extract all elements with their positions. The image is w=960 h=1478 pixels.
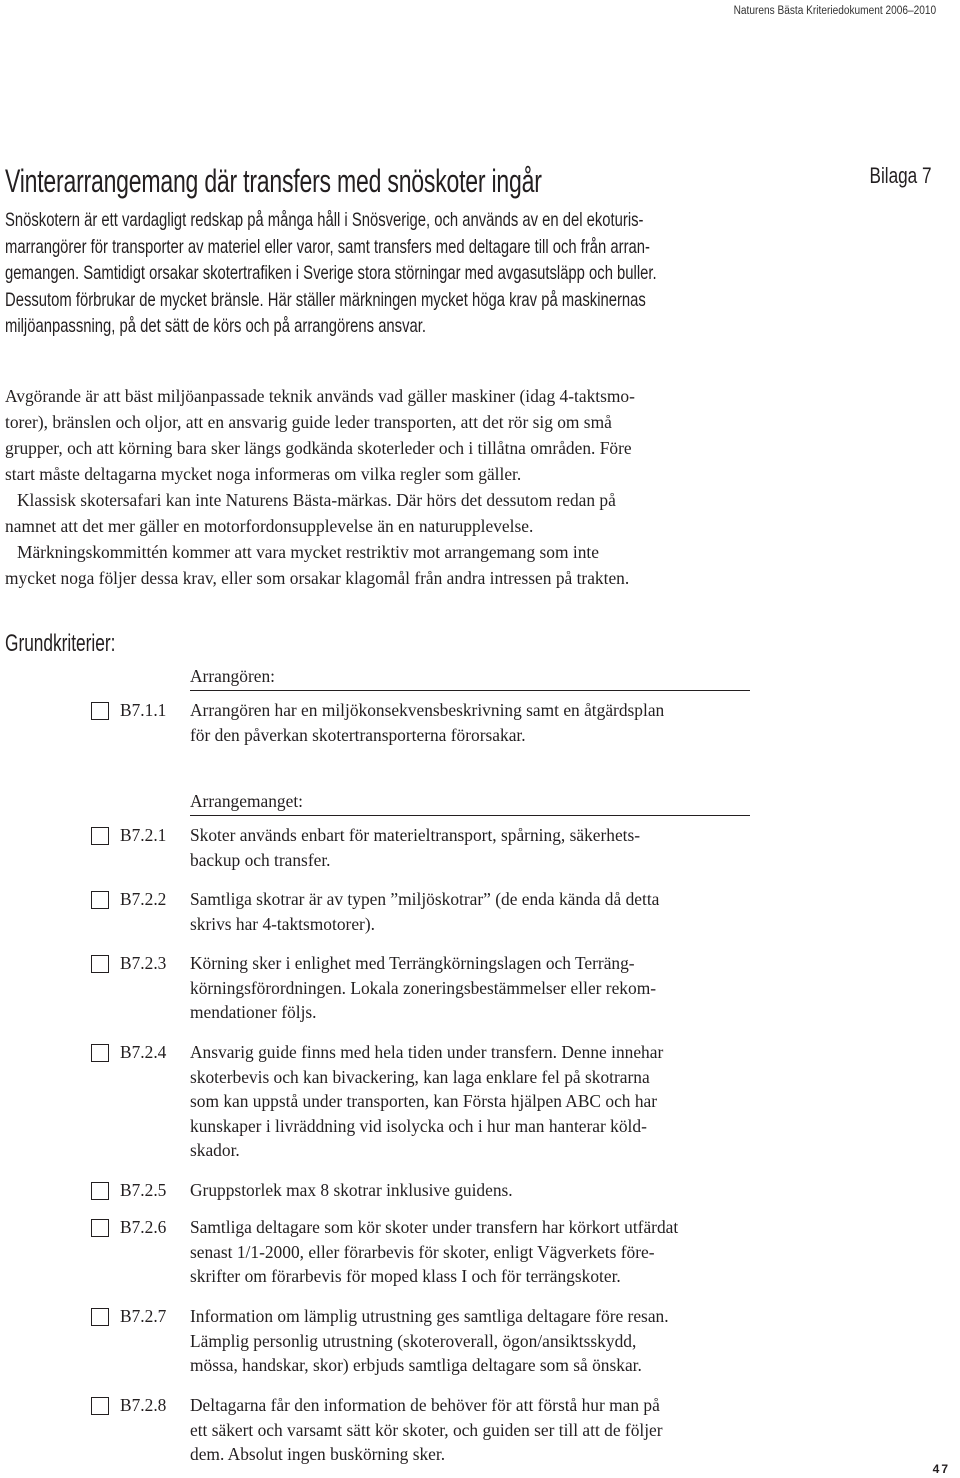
body-paragraph (5, 487, 765, 539)
checkbox[interactable] (91, 1182, 109, 1200)
criterion-line: körningsförordningen. Lokala zoneringsbestämmelser eller rekom- (190, 977, 657, 998)
checkbox[interactable] (91, 702, 109, 720)
checkbox[interactable] (91, 827, 109, 845)
criterion-text (190, 1304, 770, 1378)
body-line: grupper, och att körning bara sker längs godkända skoterleder och i tillåtna områden. Före (5, 438, 632, 458)
checkbox[interactable] (91, 1044, 109, 1062)
appendix-label: Bilaga 7 (869, 163, 932, 188)
body-line: Märkningskommittén kommer att vara mycket restriktiv mot arrangemang som inte (17, 542, 599, 562)
intro-line: marrangörer för transporter av materiel eller varor, samt transfers med deltagare till och från arran- (5, 235, 650, 258)
criterion-b7-2-5 (0, 1181, 780, 1211)
criterion-code: B7.2.2 (120, 889, 167, 909)
criterion-line: skrivs har 4-taktsmotorer). (190, 913, 375, 934)
criterion-b7-2-7 (0, 1306, 780, 1375)
criterion-b7-1-1 (0, 700, 780, 745)
criterion-line: Arrangören har en miljökonsekvensbeskrivning samt en åtgärdsplan (190, 700, 665, 720)
page-number: 47 (932, 1462, 950, 1476)
criterion-code: B7.2.6 (120, 1217, 167, 1237)
body-line: Klassisk skotersafari kan inte Naturens Bästa-märkas. Där hörs det dessutom redan på (17, 490, 616, 510)
criterion-line: skoterbevis och kan bivackering, kan laga enklare fel på skotrarna (190, 1066, 650, 1087)
criterion-line: Lämplig personlig utrustning (skoteroverall, ögon/ansiktsskydd, (190, 1330, 637, 1351)
criterion-line: dem. Absolut ingen buskörning sker. (190, 1444, 446, 1464)
criterion-line: Skoter används enbart för materieltransport, spårning, säkerhets- (190, 825, 641, 845)
section-heading: Grundkriterier: (5, 630, 116, 657)
criterion-text (190, 887, 770, 936)
checkbox[interactable] (91, 1219, 109, 1237)
intro-line: Snöskotern är ett vardagligt redskap på många håll i Snösverige, och används av en del ekoturis- (5, 209, 644, 231)
checkbox[interactable] (91, 1308, 109, 1326)
criterion-code: B7.2.1 (120, 825, 167, 845)
group-heading-arrangemanget: Arrangemanget: (190, 789, 750, 816)
checkbox[interactable] (91, 891, 109, 909)
criterion-text (190, 1393, 770, 1467)
criterion-text (190, 823, 770, 872)
body-line: torer), bränslen och oljor, att en ansvarig guide leder transporten, att det rör sig om små (5, 412, 612, 432)
criterion-b7-2-1 (0, 825, 780, 870)
criterion-code: B7.2.3 (120, 953, 167, 973)
criterion-line: backup och transfer. (190, 849, 331, 870)
criterion-code: B7.1.1 (120, 700, 167, 720)
criterion-b7-2-4 (0, 1042, 780, 1160)
group-heading-arrangoren: Arrangören: (190, 664, 750, 691)
criterion-b7-2-3 (0, 953, 780, 1022)
body-paragraph (5, 383, 765, 487)
criterion-line: mendationer följs. (190, 1002, 317, 1022)
intro-line: gemangen. Samtidigt orsakar skotertrafiken i Sverige stora störningar med avgasutsläpp och buller. (5, 262, 657, 284)
criterion-line: Gruppstorlek max 8 skotrar inklusive guidens. (190, 1180, 513, 1200)
intro-line: Dessutom förbrukar de mycket bränsle. Här ställer märkningen mycket höga krav på maskinernas (5, 288, 646, 311)
criterion-line: Information om lämplig utrustning ges samtliga deltagare före resan. (190, 1306, 669, 1326)
criterion-line: Deltagarna får den information de behöver för att förstå hur man på (190, 1395, 660, 1415)
criterion-b7-2-2 (0, 889, 780, 934)
criterion-text (190, 1040, 770, 1163)
criterion-line: skrifter om förarbevis för moped klass I och för terrängskoter. (190, 1266, 621, 1286)
criterion-line: senast 1/1-2000, eller förarbevis för skoter, enligt Vägverkets före- (190, 1241, 655, 1262)
criterion-line: Samtliga deltagare som kör skoter under transfern har körkort utfärdat (190, 1217, 679, 1237)
criterion-line: Samtliga skotrar är av typen ”miljöskotrar” (de enda kända då detta (190, 889, 660, 909)
criterion-text (190, 1215, 770, 1289)
criterion-text (190, 698, 770, 747)
criterion-line: kunskaper i livräddning vid isolycka och i hur man hanterar köld- (190, 1115, 647, 1136)
body-line: Avgörande är att bäst miljöanpassade teknik används vad gäller maskiner (idag 4-taktsmo- (5, 386, 635, 406)
checkbox[interactable] (91, 1397, 109, 1415)
body-line: start måste deltagarna mycket noga informeras om vilka regler som gäller. (5, 464, 522, 484)
checkbox[interactable] (91, 955, 109, 973)
criterion-code: B7.2.5 (120, 1180, 167, 1200)
criterion-text (190, 951, 770, 1025)
body-text (5, 383, 765, 591)
body-line: mycket noga följer dessa krav, eller som orsakar klagomål från andra intressen på trakten. (5, 568, 630, 588)
criterion-code: B7.2.4 (120, 1042, 167, 1062)
body-line: namnet att det mer gäller en motorfordonsupplevelse än en naturupplevelse. (5, 516, 534, 536)
body-paragraph (5, 539, 765, 591)
criterion-line: mössa, handskar, skor) erbjuds samtliga deltagare som så önskar. (190, 1355, 642, 1375)
criterion-b7-2-6 (0, 1217, 780, 1286)
criterion-line: ett säkert och varsamt sätt kör skoter, och guiden ser till att de följer (190, 1419, 663, 1440)
criterion-b7-2-8 (0, 1395, 780, 1464)
running-header: Naturens Bästa Kriteriedokument 2006–2010 (733, 5, 936, 17)
intro-paragraph (5, 207, 657, 340)
criterion-line: Körning sker i enlighet med Terrängkörningslagen och Terräng- (190, 953, 635, 973)
criterion-line: skador. (190, 1140, 240, 1160)
criterion-code: B7.2.8 (120, 1395, 167, 1415)
criterion-line: Ansvarig guide finns med hela tiden under transfern. Denne innehar (190, 1042, 664, 1062)
page-title: Vinterarrangemang där transfers med snöskoter ingår (5, 163, 542, 199)
criterion-code: B7.2.7 (120, 1306, 167, 1326)
intro-line: miljöanpassning, på det sätt de körs och på arrangörens ansvar. (5, 315, 426, 337)
criterion-line: för den påverkan skotertransporterna förorsakar. (190, 724, 526, 745)
criterion-text (190, 1178, 770, 1203)
criterion-line: som kan uppstå under transporten, kan Första hjälpen ABC och har (190, 1091, 658, 1111)
